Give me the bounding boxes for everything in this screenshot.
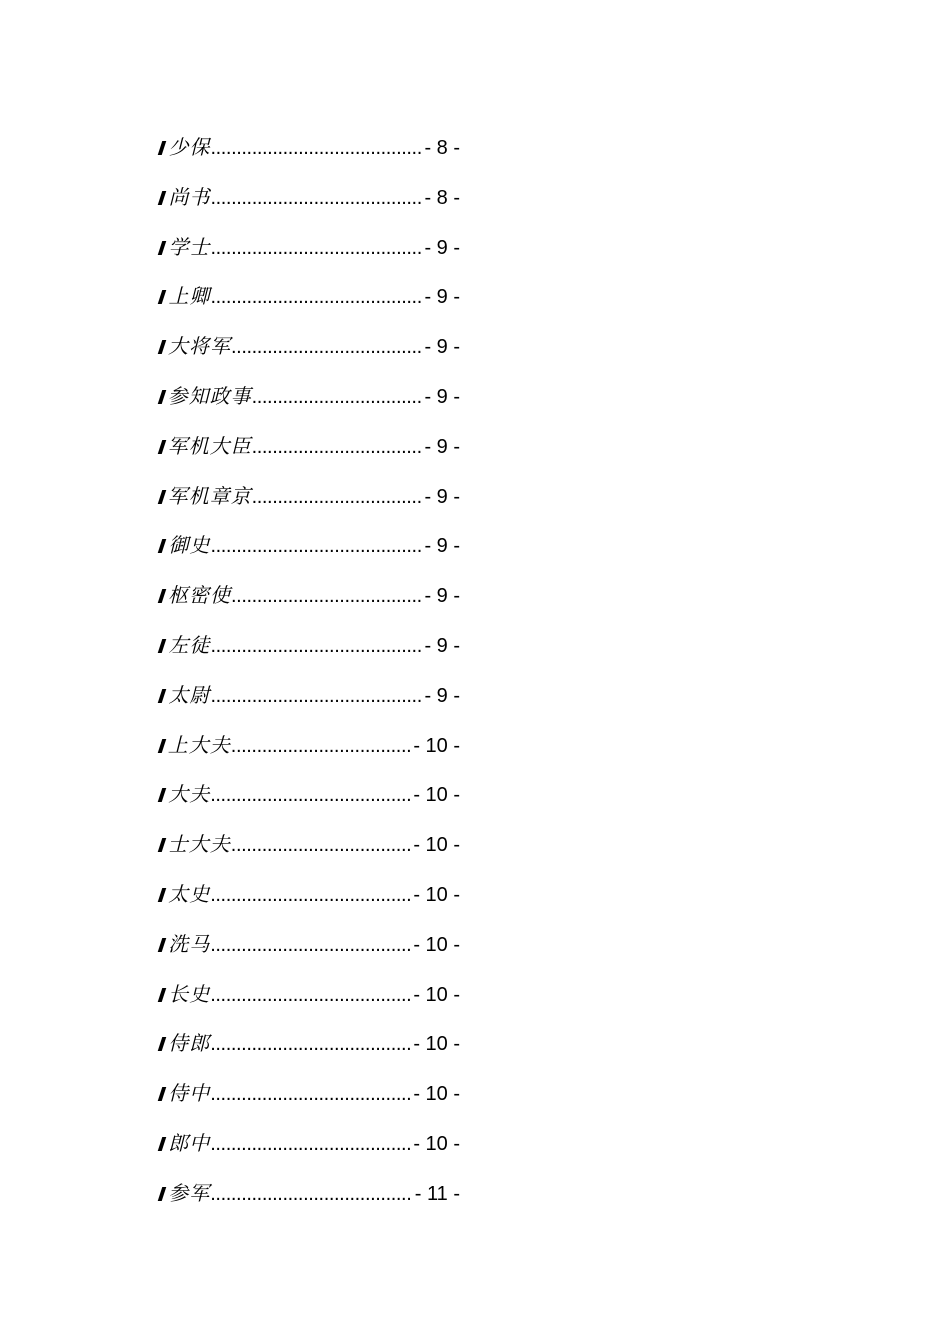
toc-entry[interactable] (160, 122, 460, 172)
toc-entry-page: - 9 - (424, 236, 460, 259)
dot-leader (210, 770, 411, 820)
toc-entry-page: - 9 - (424, 336, 460, 359)
dot-leader (210, 1019, 411, 1069)
dot-leader (210, 621, 422, 671)
toc-entry-page: - 10 - (413, 1132, 460, 1155)
square-bullet-icon (158, 589, 167, 603)
toc-entry-page: - 9 - (424, 634, 460, 657)
square-bullet-icon (158, 191, 167, 205)
square-bullet-icon (158, 539, 167, 553)
toc-entry-title: 参军 (168, 1180, 211, 1205)
square-bullet-icon (158, 141, 167, 155)
toc-entry-page: - 10 - (413, 1033, 460, 1056)
square-bullet-icon (158, 290, 167, 304)
square-bullet-icon (158, 1087, 167, 1101)
dot-leader (210, 521, 422, 571)
toc-entry-title: 大将军 (168, 334, 232, 359)
dot-leader (210, 272, 422, 322)
dot-leader (252, 472, 423, 522)
toc-entry-title: 郎中 (168, 1130, 211, 1155)
toc-entry-title: 军机大臣 (167, 433, 252, 458)
square-bullet-icon (158, 689, 167, 703)
toc-entry-title: 御史 (168, 533, 211, 558)
dot-leader (210, 1119, 411, 1169)
square-bullet-icon (158, 838, 166, 852)
toc-entry[interactable] (160, 570, 460, 620)
toc-entry-page: - 10 - (413, 834, 460, 857)
dot-leader (210, 920, 411, 970)
toc-entry-page: - 10 - (413, 1083, 460, 1106)
toc-entry-title: 尚书 (168, 184, 211, 209)
dot-leader (252, 422, 423, 472)
dot-leader (231, 820, 412, 870)
toc-entry[interactable] (160, 172, 460, 222)
square-bullet-icon (158, 739, 166, 753)
toc-entry-page: - 10 - (413, 883, 460, 906)
toc-entry-title: 左徒 (168, 632, 211, 657)
square-bullet-icon (158, 788, 167, 802)
toc-entry-title: 太史 (168, 881, 211, 906)
toc-entry[interactable] (160, 222, 460, 272)
toc-entry[interactable] (160, 1068, 460, 1118)
toc-entry-title: 参知政事 (167, 383, 252, 408)
toc-entry[interactable] (160, 321, 460, 371)
toc-entry[interactable] (160, 471, 460, 521)
dot-leader (210, 870, 411, 920)
square-bullet-icon (158, 390, 166, 404)
toc-entry-page: - 9 - (424, 435, 460, 458)
toc-entry[interactable] (160, 919, 460, 969)
toc-entry-page: - 8 - (424, 137, 460, 159)
toc-entry-title: 上大夫 (167, 732, 231, 757)
toc-entry[interactable] (160, 520, 460, 570)
toc-entry-page: - 9 - (424, 585, 460, 608)
toc-entry[interactable] (160, 620, 460, 670)
square-bullet-icon (158, 490, 166, 504)
toc-entry-title: 长史 (168, 981, 211, 1006)
toc-entry-page: - 10 - (413, 734, 460, 757)
dot-leader (210, 1169, 413, 1219)
square-bullet-icon (158, 340, 167, 354)
toc-entry[interactable] (160, 869, 460, 919)
toc-entry[interactable] (160, 720, 460, 770)
square-bullet-icon (158, 1137, 167, 1151)
toc-entry-page: - 10 - (413, 784, 460, 807)
toc-entry[interactable] (160, 1118, 460, 1168)
dot-leader (210, 970, 411, 1020)
toc-entry[interactable] (160, 1018, 460, 1068)
toc-entry-title: 太尉 (168, 682, 211, 707)
toc-entry[interactable] (160, 819, 460, 869)
toc-entry[interactable] (160, 769, 460, 819)
toc-entry-page: - 11 - (414, 1182, 460, 1205)
toc-entry-page: - 10 - (413, 983, 460, 1006)
square-bullet-icon (158, 440, 166, 454)
toc-entry-title: 学士 (168, 234, 211, 259)
toc-entry[interactable] (160, 670, 460, 720)
square-bullet-icon (158, 1037, 167, 1051)
toc-entry[interactable] (160, 271, 460, 321)
dot-leader (231, 571, 422, 621)
table-of-contents (160, 122, 460, 1218)
dot-leader (210, 173, 422, 223)
dot-leader (210, 1069, 411, 1119)
toc-entry-page: - 9 - (424, 684, 460, 707)
toc-entry[interactable] (160, 421, 460, 471)
dot-leader (210, 223, 422, 273)
square-bullet-icon (158, 639, 167, 653)
toc-entry-page: - 10 - (413, 933, 460, 956)
toc-entry[interactable] (160, 969, 460, 1019)
toc-entry-title: 侍中 (168, 1081, 211, 1106)
square-bullet-icon (158, 988, 167, 1002)
toc-entry-page: - 9 - (424, 485, 460, 508)
square-bullet-icon (158, 938, 167, 952)
toc-entry[interactable] (160, 1168, 460, 1218)
dot-leader (252, 372, 423, 422)
toc-entry[interactable] (160, 371, 460, 421)
toc-entry-title: 洗马 (168, 931, 211, 956)
toc-entry-title: 士大夫 (167, 832, 231, 857)
toc-entry-page: - 9 - (424, 535, 460, 558)
dot-leader (210, 671, 422, 721)
toc-entry-page: - 8 - (424, 186, 460, 209)
toc-entry-title: 军机章京 (167, 483, 252, 508)
toc-entry-title: 少保 (168, 135, 211, 159)
toc-entry-page: - 9 - (424, 385, 460, 408)
dot-leader (210, 123, 422, 173)
square-bullet-icon (158, 888, 167, 902)
toc-entry-title: 枢密使 (168, 583, 232, 608)
toc-entry-title: 上卿 (168, 284, 211, 309)
toc-entry-title: 大夫 (168, 782, 211, 807)
toc-entry-title: 侍郎 (168, 1031, 211, 1056)
toc-entry-page: - 9 - (424, 286, 460, 309)
square-bullet-icon (158, 241, 167, 255)
dot-leader (231, 322, 422, 372)
dot-leader (231, 721, 412, 771)
square-bullet-icon (158, 1187, 167, 1201)
